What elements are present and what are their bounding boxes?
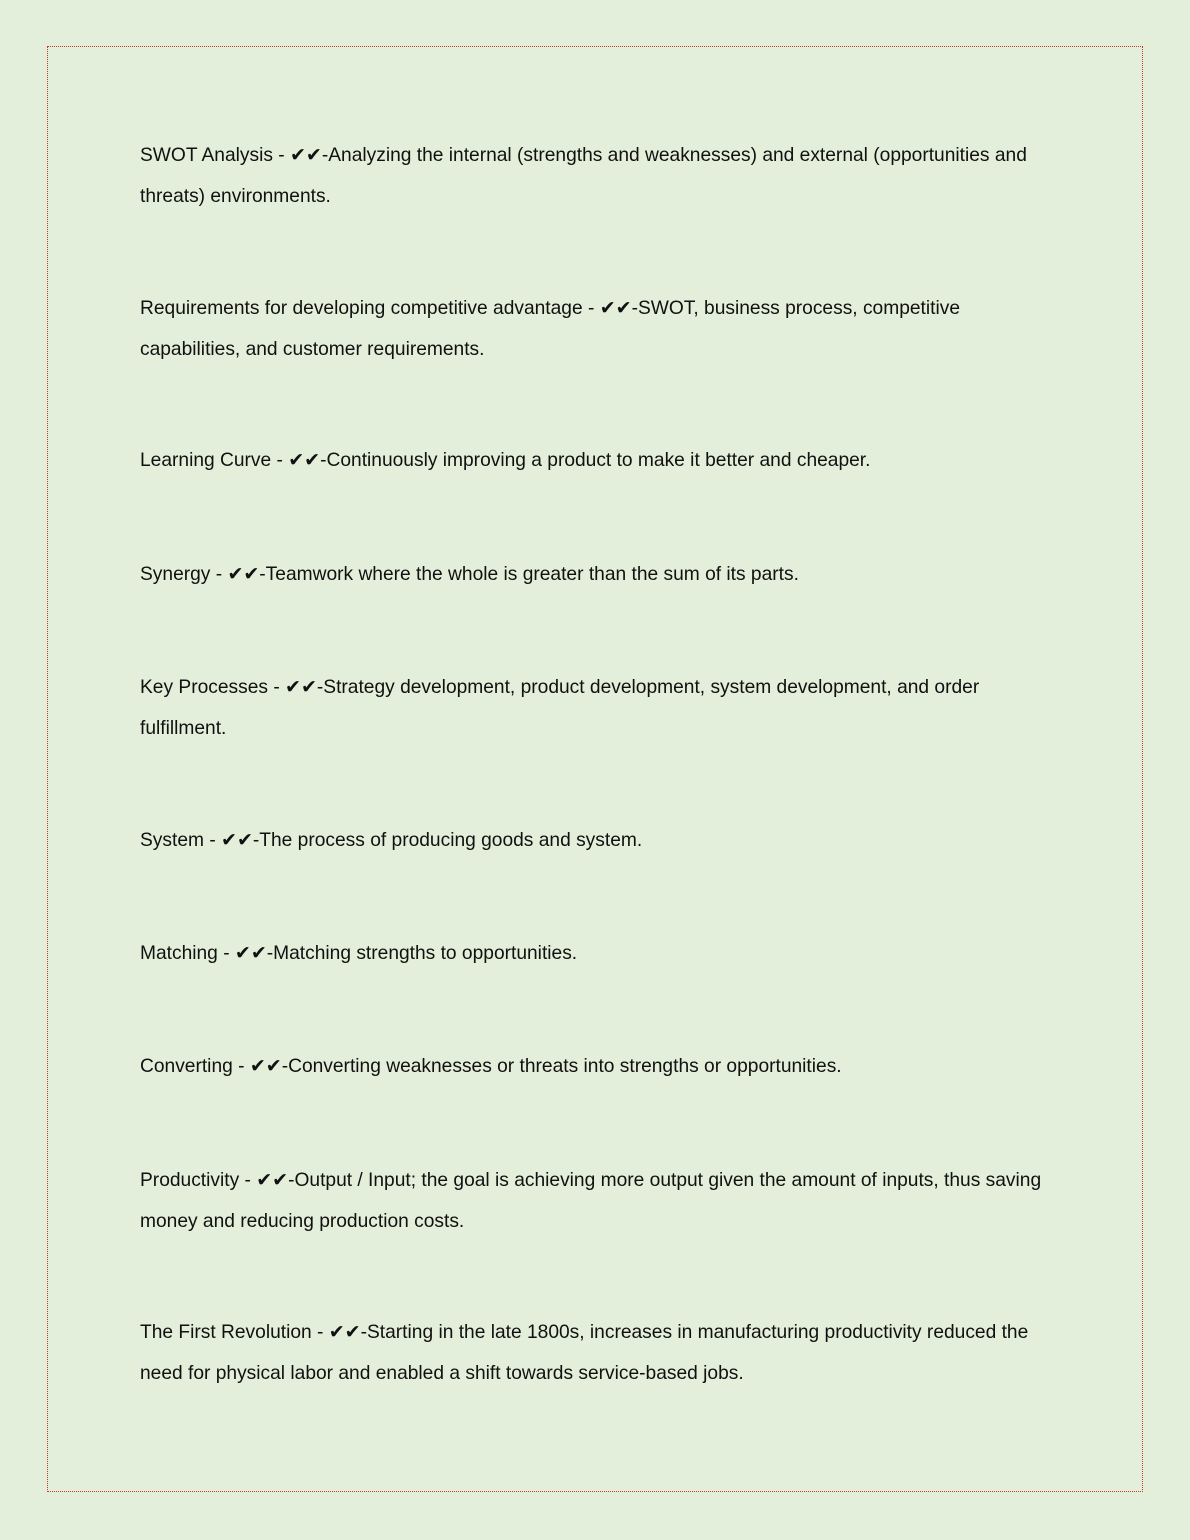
flashcard-entry: Requirements for developing competitive advantage - ✔✔-SWOT, business process, competitive capabilities, and customer requirements.	[140, 297, 960, 360]
definition: -Teamwork where the whole is greater than the sum of its parts.	[259, 564, 799, 585]
flashcard-entry: System - ✔✔-The process of producing goods and system.	[140, 829, 643, 851]
double-check-icon: ✔✔	[328, 1321, 361, 1343]
definition: -Continuously improving a product to make it better and cheaper.	[320, 450, 871, 471]
flashcard-entry: Key Processes - ✔✔-Strategy development, product development, system development, and order fulfillment.	[140, 676, 980, 739]
double-check-icon: ✔✔	[285, 676, 317, 698]
double-check-icon: ✔✔	[234, 942, 267, 964]
flashcard-entry: Productivity - ✔✔-Output / Input; the goal is achieving more output given the amount of inputs, thus saving money and reducing production costs.	[140, 1169, 1042, 1232]
term: The First Revolution	[140, 1322, 312, 1343]
term: Matching	[140, 943, 218, 964]
term: SWOT Analysis	[140, 145, 273, 166]
double-check-icon: ✔✔	[256, 1169, 289, 1191]
double-check-icon: ✔✔	[290, 144, 322, 166]
double-check-icon: ✔✔	[288, 449, 321, 471]
term: Synergy	[140, 564, 211, 585]
definition: -Output / Input; the goal is achieving more output given the amount of inputs, thus saving money and reducing production costs.	[140, 1170, 1042, 1232]
term: Productivity	[140, 1170, 240, 1191]
term: Learning Curve	[140, 450, 272, 471]
double-check-icon: ✔✔	[599, 297, 632, 319]
definition: -Matching strengths to opportunities.	[266, 943, 578, 964]
definition: -SWOT, business process, competitive capabilities, and customer requirements.	[140, 298, 960, 360]
definition: -Strategy development, product development, system development, and order fulfillment.	[140, 677, 980, 739]
definition: -Analyzing the internal (strengths and weaknesses) and external (opportunities and threats) environments.	[140, 145, 1027, 207]
flashcard-entry: Matching - ✔✔-Matching strengths to opportunities.	[140, 942, 578, 964]
term: Converting	[140, 1056, 233, 1077]
definition: -The process of producing goods and system.	[252, 830, 643, 851]
double-check-icon: ✔✔	[221, 829, 253, 851]
flashcard-entry: Synergy - ✔✔-Teamwork where the whole is greater than the sum of its parts.	[140, 563, 799, 585]
flashcard-entry: Learning Curve - ✔✔-Continuously improving a product to make it better and cheaper.	[140, 449, 871, 471]
term: System	[140, 830, 204, 851]
page-border	[47, 46, 1143, 1492]
definition: -Starting in the late 1800s, increases in manufacturing productivity reduced the need for physical labor and enabled a shift towards service-based jobs.	[140, 1322, 1029, 1384]
term: Requirements for developing competitive advantage	[140, 298, 583, 319]
double-check-icon: ✔✔	[249, 1055, 282, 1077]
flashcard-entry: SWOT Analysis - ✔✔-Analyzing the internal (strengths and weaknesses) and external (opportunities and threats) environments.	[140, 144, 1027, 207]
flashcard-entry: The First Revolution - ✔✔-Starting in the late 1800s, increases in manufacturing productivity reduced the need for physical labor and enabled a shift towards service-based jobs.	[140, 1321, 1029, 1384]
term: Key Processes	[140, 677, 268, 698]
flashcard-entry: Converting - ✔✔-Converting weaknesses or threats into strengths or opportunities.	[140, 1055, 842, 1077]
double-check-icon: ✔✔	[227, 563, 260, 585]
definition: -Converting weaknesses or threats into strengths or opportunities.	[281, 1056, 842, 1077]
